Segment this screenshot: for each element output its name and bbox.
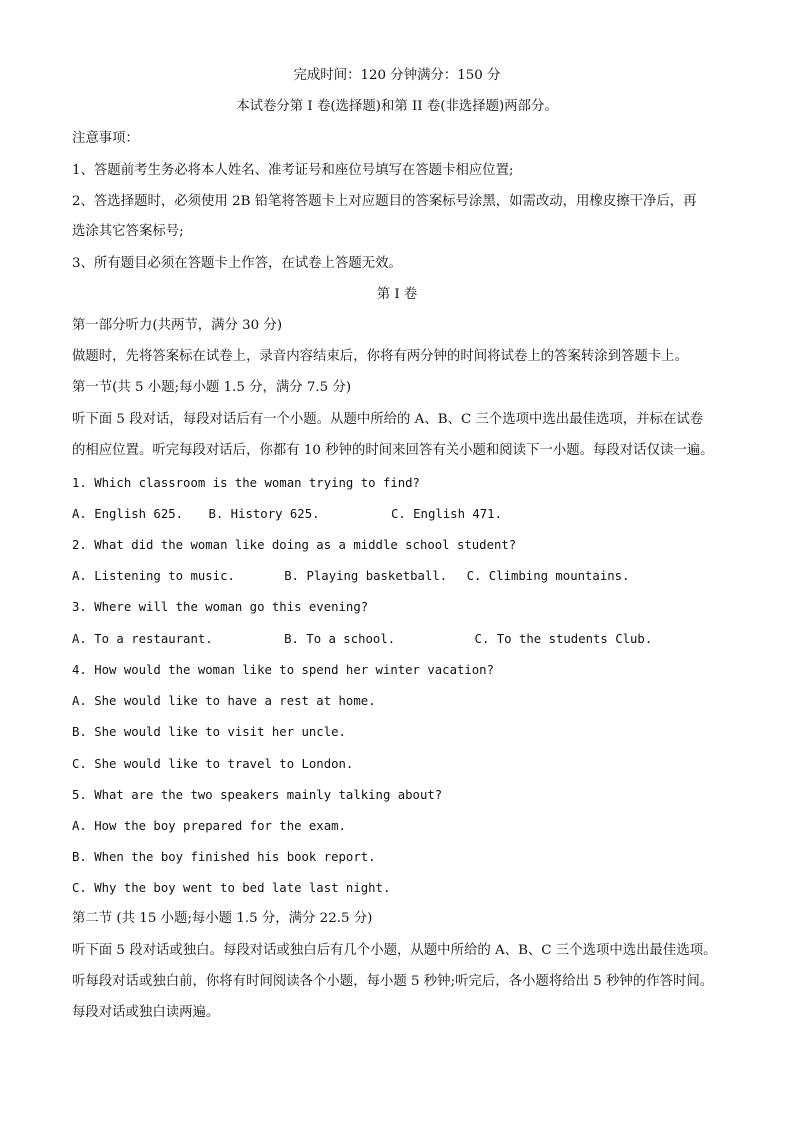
question-3-option-c: C. To the students Club. [474,632,653,646]
exam-intro-line: 本试卷分第 I 卷(选择题)和第 II 卷(非选择题)两部分。 [236,99,558,114]
section2-instruction-line-1: 听下面 5 段对话或独白。每段对话或独白后有几个小题，从题中所给的 A、B、C 三个选项中选出最佳选项。 [72,943,717,958]
question-5-option-b: B. When the boy finished his book report. [72,850,376,864]
question-1-option-b: B. History 625. [208,507,320,521]
question-1-option-c: C. English 471. [390,507,502,521]
section2-title: 第二节 (共 15 小题;每小题 1.5 分，满分 22.5 分) [72,911,373,926]
question-3-option-b: B. To a school. [284,632,396,646]
question-4-option-b: B. She would like to visit her uncle. [72,725,346,739]
question-3: 3. Where will the woman go this evening? [72,600,369,614]
part1-instruction: 做题时，先将答案标在试卷上，录音内容结束后，你将有两分钟的时间将试卷上的答案转涂到答题卡上。 [72,349,688,364]
question-4-option-c: C. She would like to travel to London. [72,757,354,771]
section1-title: 第一节(共 5 小题;每小题 1.5 分，满分 7.5 分) [72,380,352,395]
question-4-option-a: A. She would like to have a rest at home. [72,694,376,708]
part1-title: 第一部分听力(共两节，满分 30 分) [72,318,283,333]
question-2-option-a: A. Listening to music. [72,569,235,583]
question-2: 2. What did the woman like doing as a middle school student? [72,538,517,552]
notice-item-2-line-1: 2、答选择题时，必须使用 2B 铅笔将答题卡上对应题目的答案标号涂黑，如需改动，用橡皮擦干净后，再 [72,194,697,209]
notice-title: 注意事项： [72,131,139,146]
section1-instruction-line-1: 听下面 5 段对话，每段对话后有一个小题。从题中所给的 A、B、C 三个选项中选出最佳选项，并标在试卷 [72,412,704,427]
question-2-option-c: C. Climbing mountains. [466,569,630,583]
notice-item-1: 1、答题前考生务必将本人姓名、准考证号和座位号填写在答题卡相应位置; [72,163,514,178]
question-5: 5. What are the two speakers mainly talking about? [72,788,443,802]
question-2-options [72,566,629,586]
question-4: 4. How would the woman like to spend her winter vacation? [72,663,494,677]
notice-item-3: 3、所有题目必须在答题卡上作答，在试卷上答题无效。 [72,256,402,271]
volume-title: 第 I 卷 [376,287,418,302]
question-5-option-a: A. How the boy prepared for the exam. [72,819,346,833]
question-1-options [72,504,502,524]
notice-item-2-line-2: 选涂其它答案标号; [72,224,184,239]
time-score-line: 完成时间：120 分钟满分：150 分 [293,68,501,83]
section2-instruction-line-3: 每段对话或独白读两遍。 [72,1005,220,1020]
question-2-option-b: B. Playing basketball. [284,569,448,583]
question-3-option-a: A. To a restaurant. [72,632,213,646]
question-5-option-c: C. Why the boy went to bed late last night. [72,881,391,895]
section2-instruction-line-2: 听每段对话或独白前，你将有时间阅读各个小题，每小题 5 秒钟;听完后，各小题将给出 5 秒钟的作答时间。 [72,974,714,989]
section1-instruction-line-2: 的相应位置。听完每段对话后，你都有 10 秒钟的时间来回答有关小题和阅读下一小题。每段对话仅读一遍。 [72,443,714,458]
question-1: 1. Which classroom is the woman trying to find? [72,476,420,490]
question-3-options [72,629,652,649]
question-1-option-a: A. English 625. [72,507,184,521]
